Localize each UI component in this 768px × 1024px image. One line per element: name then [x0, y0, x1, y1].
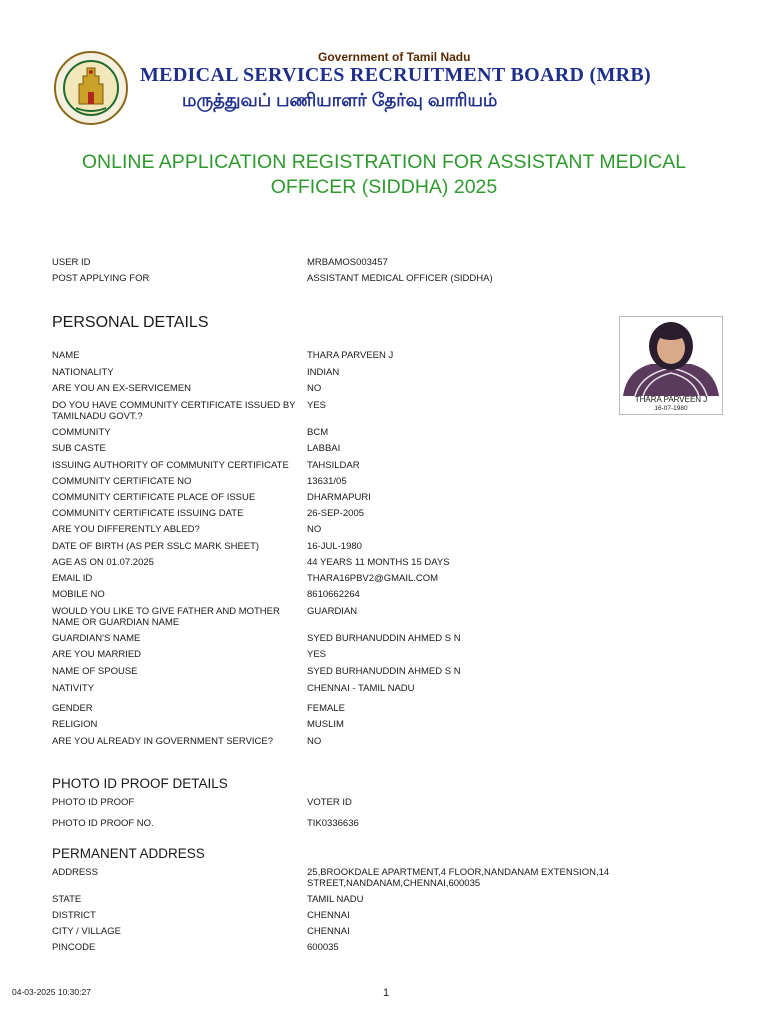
field-value	[307, 867, 637, 889]
field-label: GUARDIAN'S NAME	[52, 633, 141, 644]
tamil-nadu-emblem-icon	[52, 50, 130, 126]
field-label: ARE YOU ALREADY IN GOVERNMENT SERVICE?	[52, 736, 274, 747]
field-value: YES	[307, 400, 327, 411]
field-value: NO	[307, 383, 322, 394]
field-label: PHOTO ID PROOF NO.	[52, 818, 154, 829]
field-label-line-1: DO YOU HAVE COMMUNITY CERTIFICATE ISSUED BY	[52, 400, 296, 411]
field-label-line-2: NAME OR GUARDIAN NAME	[52, 617, 180, 628]
field-label: COMMUNITY CERTIFICATE PLACE OF ISSUE	[52, 492, 256, 503]
field-value: CHENNAI	[307, 910, 350, 921]
field-value: SYED BURHANUDDIN AHMED S N	[307, 633, 461, 644]
field-label-line-2: TAMILNADU GOVT.?	[52, 411, 143, 422]
field-value: GUARDIAN	[307, 606, 358, 617]
section-heading-personal: PERSONAL DETAILS	[52, 314, 209, 331]
field-label	[52, 400, 300, 422]
field-label: PINCODE	[52, 942, 96, 953]
field-value: DHARMAPURI	[307, 492, 371, 503]
field-value: THARA PARVEEN J	[307, 350, 394, 361]
field-value: YES	[307, 649, 327, 660]
page-title	[40, 150, 728, 200]
field-label: NAME OF SPOUSE	[52, 666, 138, 677]
field-label: NATIONALITY	[52, 367, 114, 378]
field-value: MUSLIM	[307, 719, 344, 730]
field-value: NO	[307, 736, 322, 747]
field-value: CHENNAI - TAMIL NADU	[307, 683, 415, 694]
print-timestamp: 04-03-2025 10:30:27	[12, 987, 91, 997]
field-label: ARE YOU DIFFERENTLY ABLED?	[52, 524, 200, 535]
field-value: SYED BURHANUDDIN AHMED S N	[307, 666, 461, 677]
field-label: MOBILE NO	[52, 589, 105, 600]
section-heading-photo-id: PHOTO ID PROOF DETAILS	[52, 776, 228, 791]
field-value-line-1: 25,BROOKDALE APARTMENT,4 FLOOR,NANDANAM EXTENSION,14	[307, 867, 610, 878]
field-value: FEMALE	[307, 703, 346, 714]
field-label: ARE YOU MARRIED	[52, 649, 142, 660]
field-label: POST APPLYING FOR	[52, 273, 150, 284]
board-name-english: MEDICAL SERVICES RECRUITMENT BOARD (MRB)	[140, 64, 651, 86]
field-value: BCM	[307, 427, 329, 438]
photo-caption-dob: 16-07-1980	[654, 405, 688, 412]
field-value: CHENNAI	[307, 926, 350, 937]
field-label: PHOTO ID PROOF	[52, 797, 135, 808]
government-label: Government of Tamil Nadu	[318, 50, 471, 64]
field-label: RELIGION	[52, 719, 98, 730]
field-value: MRBAMOS003457	[307, 257, 388, 268]
field-value-line-2: STREET,NANDANAM,CHENNAI,600035	[307, 878, 481, 889]
field-label: COMMUNITY CERTIFICATE NO	[52, 476, 192, 487]
field-label: SUB CASTE	[52, 443, 106, 454]
field-value: 26-SEP-2005	[307, 508, 365, 519]
field-value: TAMIL NADU	[307, 894, 364, 905]
field-label: ARE YOU AN EX-SERVICEMEN	[52, 383, 192, 394]
field-label: EMAIL ID	[52, 573, 93, 584]
field-label: NAME	[52, 350, 80, 361]
field-label: GENDER	[52, 703, 93, 714]
field-value: 44 YEARS 11 MONTHS 15 DAYS	[307, 557, 450, 568]
field-label: ISSUING AUTHORITY OF COMMUNITY CERTIFICATE	[52, 460, 289, 471]
field-label: USER ID	[52, 257, 91, 268]
field-label: COMMUNITY	[52, 427, 111, 438]
field-value: 16-JUL-1980	[307, 541, 362, 552]
field-value: ASSISTANT MEDICAL OFFICER (SIDDHA)	[307, 273, 493, 284]
field-value: TAHSILDAR	[307, 460, 360, 471]
photo-caption-name: THARA PARVEEN J	[634, 395, 708, 404]
field-value: 600035	[307, 942, 339, 953]
page-title-line-1: ONLINE APPLICATION REGISTRATION FOR ASSISTANT MEDICAL	[81, 151, 687, 173]
field-label: COMMUNITY CERTIFICATE ISSUING DATE	[52, 508, 244, 519]
board-name-tamil: மருத்துவப் பணியாளர் தேர்வு வாரியம்	[182, 90, 498, 110]
field-value: LABBAI	[307, 443, 341, 454]
page-number: 1	[383, 987, 390, 999]
field-value: INDIAN	[307, 367, 340, 378]
section-heading-address: PERMANENT ADDRESS	[52, 846, 205, 861]
field-label-line-1: WOULD YOU LIKE TO GIVE FATHER AND MOTHER	[52, 606, 280, 617]
field-label: DATE OF BIRTH (AS PER SSLC MARK SHEET)	[52, 541, 260, 552]
field-value: 8610662264	[307, 589, 360, 600]
field-value: TIK0336636	[307, 818, 359, 829]
header	[52, 48, 732, 128]
field-label: CITY / VILLAGE	[52, 926, 121, 937]
field-label: DISTRICT	[52, 910, 96, 921]
page-title-line-2: OFFICER (SIDDHA) 2025	[270, 176, 498, 198]
field-label: AGE AS ON 01.07.2025	[52, 557, 154, 568]
field-label: STATE	[52, 894, 82, 905]
field-value: NO	[307, 524, 322, 535]
field-value: VOTER ID	[307, 797, 352, 808]
field-label: ADDRESS	[52, 867, 98, 878]
field-value: 13631/05	[307, 476, 347, 487]
field-value: THARA16PBV2@GMAIL.COM	[307, 573, 439, 584]
field-label: NATIVITY	[52, 683, 95, 694]
field-label	[52, 606, 300, 628]
